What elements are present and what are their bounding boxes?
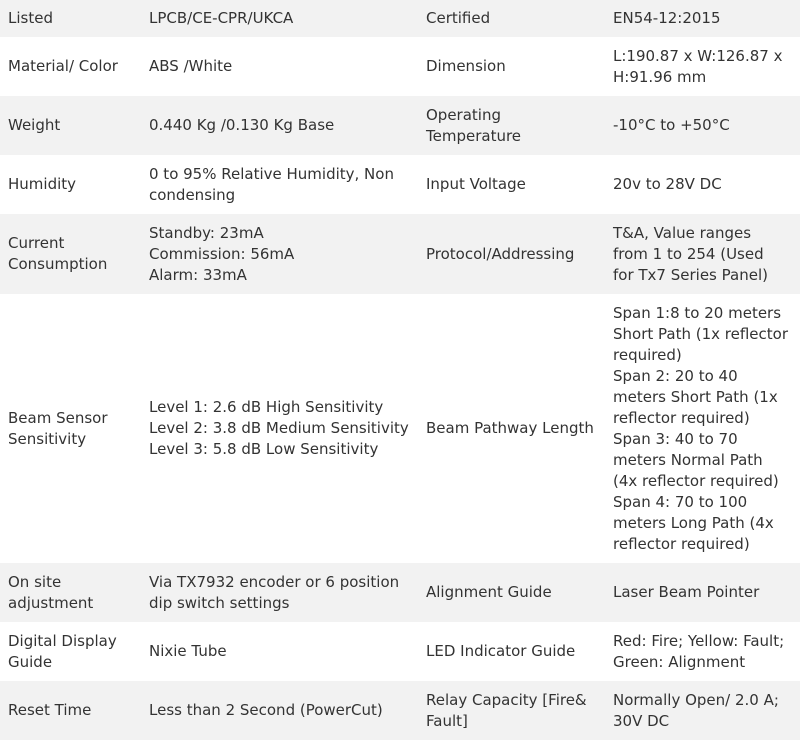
spec-label: Current Consumption — [0, 214, 141, 294]
spec-value: L:190.87 x W:126.87 x H:91.96 mm — [605, 37, 800, 96]
table-row — [0, 96, 800, 155]
spec-label: Material/ Color — [0, 37, 141, 96]
spec-label: Relay Capacity [Fire& Fault] — [418, 681, 605, 740]
table-row — [0, 214, 800, 294]
spec-value: Nixie Tube — [141, 622, 418, 681]
table-row — [0, 0, 800, 37]
spec-label: Beam Pathway Length — [418, 294, 605, 563]
spec-label: Digital Display Guide — [0, 622, 141, 681]
spec-value: Laser Beam Pointer — [605, 563, 800, 622]
spec-value: LPCB/CE-CPR/UKCA — [141, 0, 418, 37]
spec-value: 20v to 28V DC — [605, 155, 800, 214]
spec-label: Beam Sensor Sensitivity — [0, 294, 141, 563]
table-row — [0, 37, 800, 96]
spec-label: Operating Temperature — [418, 96, 605, 155]
spec-label: Humidity — [0, 155, 141, 214]
table-row — [0, 681, 800, 740]
spec-label: Certified — [418, 0, 605, 37]
spec-value: Red: Fire; Yellow: Fault; Green: Alignment — [605, 622, 800, 681]
spec-value: Level 1: 2.6 dB High Sensitivity Level 2: 3.8 dB Medium Sensitivity Level 3: 5.8 dB Low Sensitivity — [141, 294, 418, 563]
spec-label: Dimension — [418, 37, 605, 96]
table-row — [0, 294, 800, 563]
spec-value: Standby: 23mA Commission: 56mA Alarm: 33mA — [141, 214, 418, 294]
spec-value: 0 to 95% Relative Humidity, Non condensing — [141, 155, 418, 214]
spec-value: T&A, Value ranges from 1 to 254 (Used for Tx7 Series Panel) — [605, 214, 800, 294]
table-row — [0, 155, 800, 214]
spec-value: Less than 2 Second (PowerCut) — [141, 681, 418, 740]
table-row — [0, 563, 800, 622]
spec-value: EN54-12:2015 — [605, 0, 800, 37]
spec-label: Protocol/Addressing — [418, 214, 605, 294]
table-row — [0, 622, 800, 681]
spec-label: Reset Time — [0, 681, 141, 740]
spec-value: Via TX7932 encoder or 6 position dip switch settings — [141, 563, 418, 622]
spec-value: -10°C to +50°C — [605, 96, 800, 155]
spec-value: Normally Open/ 2.0 A; 30V DC — [605, 681, 800, 740]
spec-value: 0.440 Kg /0.130 Kg Base — [141, 96, 418, 155]
spec-label: On site adjustment — [0, 563, 141, 622]
spec-value: ABS /White — [141, 37, 418, 96]
spec-label: Weight — [0, 96, 141, 155]
spec-label: Listed — [0, 0, 141, 37]
spec-label: Input Voltage — [418, 155, 605, 214]
spec-label: Alignment Guide — [418, 563, 605, 622]
spec-value: Span 1:8 to 20 meters Short Path (1x reflector required) Span 2: 20 to 40 meters Short Path (1x reflector required) Span 3: 40 to 70 meters Normal Path (4x reflector required) Span 4: 70 to 100 meters Long Path (4x reflector required) — [605, 294, 800, 563]
spec-label: LED Indicator Guide — [418, 622, 605, 681]
